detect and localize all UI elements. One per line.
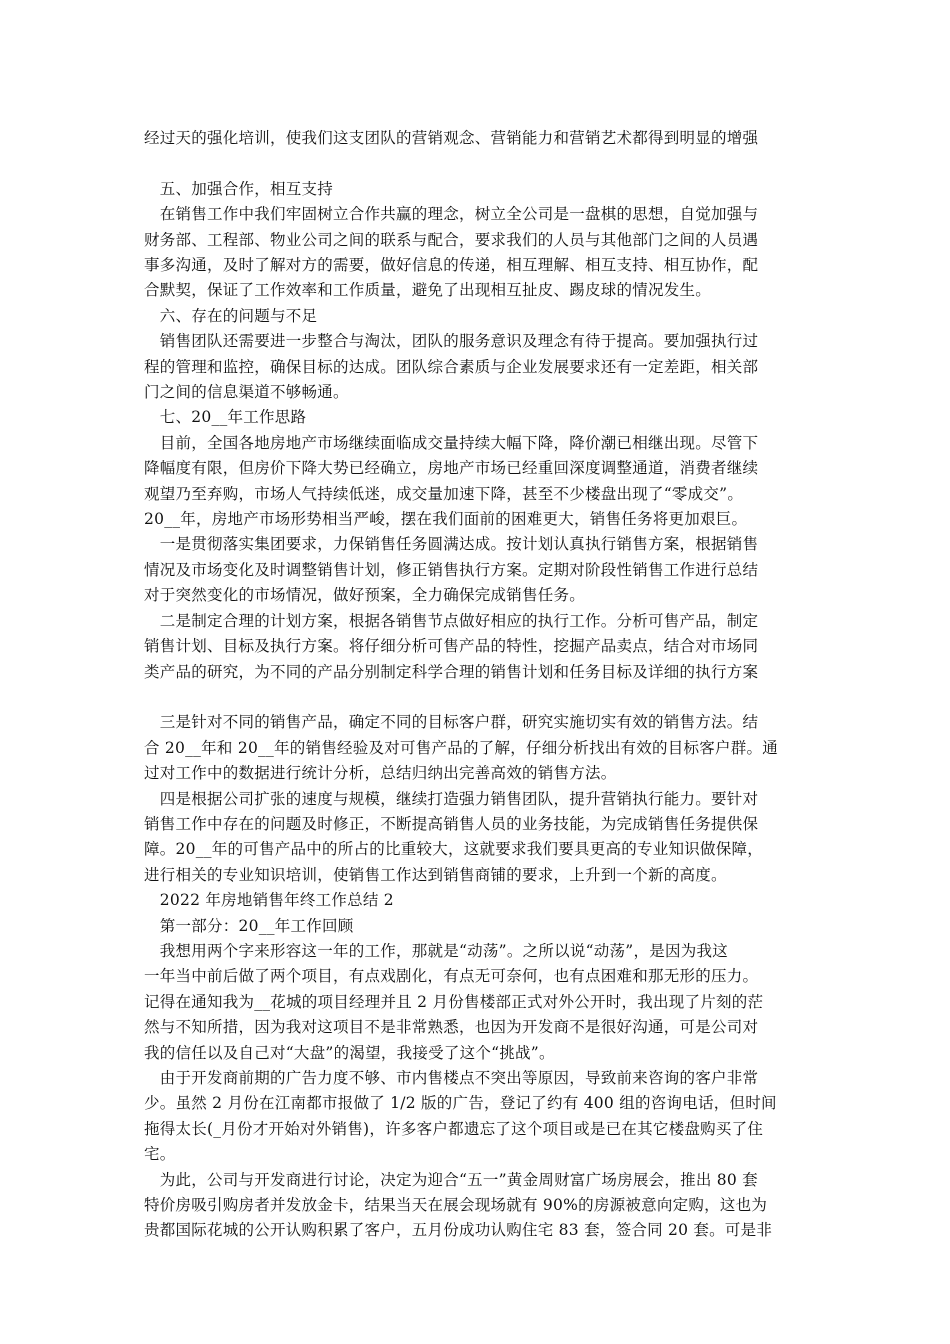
paragraph-line: 贵都国际花城的公开认购积累了客户，五月份成功认购住宅 83 套，签合同 20 套。可是非 [144,1221,773,1240]
paragraph-line: 宅。 [144,1145,176,1164]
paragraph-line: 销售工作中存在的问题及时修正，不断提高销售人员的业务技能，为完成销售任务提供保 [144,814,759,833]
document-page [144,126,808,1244]
paragraph-line: 经过天的强化培训，使我们这支团队的营销观念、营销能力和营销艺术都得到明显的增强 [144,129,759,147]
paragraph-line: 障。20__年的可售产品中的所占的比重较大，这就要求我们要具更高的专业知识做保障， [144,840,763,859]
paragraph-line: 合默契，保证了工作效率和工作质量，避免了出现相互扯皮、踢皮球的情况发生。 [144,281,712,300]
paragraph-line: 七、20__年工作思路 [144,408,307,427]
paragraph-line: 我想用两个字来形容这一年的工作，那就是“动荡”。之所以说“动荡”，是因为我这 [144,941,728,960]
blank-line [144,151,808,176]
paragraph-line: 观望乃至弃购，市场人气持续低迷，成交量加速下降，甚至不少楼盘出现了“零成交”。 [144,484,744,503]
paragraph-line: 三是针对不同的销售产品，确定不同的目标客户群，研究实施切实有效的销售方法。结 [144,713,759,732]
paragraph-line: 然与不知所措，因为我对这项目不是非常熟悉，也因为开发商不是很好沟通，可是公司对 [144,1018,759,1037]
paragraph-line: 20__年，房地产市场形势相当严峻，摆在我们面前的困难更大，销售任务将更加艰巨。 [144,510,748,529]
paragraph-line: 二是制定合理的计划方案，根据各销售节点做好相应的执行工作。分析可售产品，制定 [144,611,759,630]
paragraph-line: 一是贯彻落实集团要求，力保销售任务圆满达成。按计划认真执行销售方案，根据销售 [144,535,759,554]
paragraph-line: 财务部、工程部、物业公司之间的联系与配合，要求我们的人员与其他部门之间的人员遇 [144,230,759,249]
paragraph-line: 类产品的研究，为不同的产品分别制定科学合理的销售计划和任务目标及详细的执行方案 [144,662,759,681]
paragraph-line: 销售团队还需要进一步整合与淘汰，团队的服务意识及理念有待于提高。要加强执行过 [144,332,759,351]
paragraph-line: 在销售工作中我们牢固树立合作共赢的理念，树立全公司是一盘棋的思想，自觉加强与 [144,205,759,224]
paragraph-line: 六、存在的问题与不足 [144,306,318,325]
paragraph-line: 记得在通知我为__花城的项目经理并且 2 月份售楼部正式对外公开时，我出现了片刻的茫 [144,992,764,1011]
paragraph-line: 降幅度有限，但房价下降大势已经确立，房地产市场已经重回深度调整通道，消费者继续 [144,459,759,478]
blank-line [144,685,808,710]
paragraph-line: 我的信任以及自己对“大盘”的渴望，我接受了这个“挑战”。 [144,1043,555,1062]
paragraph-line: 过对工作中的数据进行统计分析，总结归纳出完善高效的销售方法。 [144,764,617,783]
paragraph-line: 合 20__年和 20__年的销售经验及对可售产品的了解，仔细分析找出有效的目标客户群。通 [144,738,779,757]
paragraph-line: 少。虽然 2 月份在江南都市报做了 1/2 版的广告，登记了约有 400 组的咨询电话，但时间 [144,1094,777,1113]
paragraph-line: 为此，公司与开发商进行讨论，决定为迎合“五一”黄金周财富广场房展会，推出 80 套 [144,1170,758,1189]
paragraph-line: 五、加强合作，相互支持 [144,179,334,198]
paragraph-line: 目前，全国各地房地产市场继续面临成交量持续大幅下降，降价潮已相继出现。尽管下 [144,433,759,452]
paragraph-line: 第一部分：20__年工作回顾 [144,916,354,935]
paragraph-line: 由于开发商前期的广告力度不够、市内售楼点不突出等原因，导致前来咨询的客户非常 [144,1069,759,1087]
paragraph-line: 事多沟通，及时了解对方的需要，做好信息的传递，相互理解、相互支持、相互协作，配 [144,256,759,275]
paragraph-line: 销售计划、目标及执行方案。将仔细分析可售产品的特性，挖掘产品卖点，结合对市场同 [144,637,759,656]
paragraph-line: 进行相关的专业知识培训，使销售工作达到销售商铺的要求，上升到一个新的高度。 [144,865,727,884]
paragraph-line: 情况及市场变化及时调整销售计划，修正销售执行方案。定期对阶段性销售工作进行总结 [144,560,759,579]
paragraph-line: 一年当中前后做了两个项目，有点戏剧化，有点无可奈何，也有点困难和那无形的压力。 [144,967,759,986]
paragraph-line: 拖得太长(_月份才开始对外销售)，许多客户都遗忘了这个项目或是已在其它楼盘购买了住 [144,1119,764,1138]
paragraph-line: 对于突然变化的市场情况，做好预案，全力确保完成销售任务。 [144,586,586,605]
paragraph-line: 特价房吸引购房者并发放金卡，结果当天在展会现场就有 90%的房源被意向定购，这也为 [144,1196,768,1215]
paragraph-line: 2022 年房地销售年终工作总结 2 [144,891,394,910]
paragraph-line: 四是根据公司扩张的速度与规模，继续打造强力销售团队，提升营销执行能力。要针对 [144,789,759,808]
paragraph-line: 程的管理和监控，确保目标的达成。团队综合素质与企业发展要求还有一定差距，相关部 [144,357,759,376]
paragraph-line: 门之间的信息渠道不够畅通。 [144,383,349,402]
